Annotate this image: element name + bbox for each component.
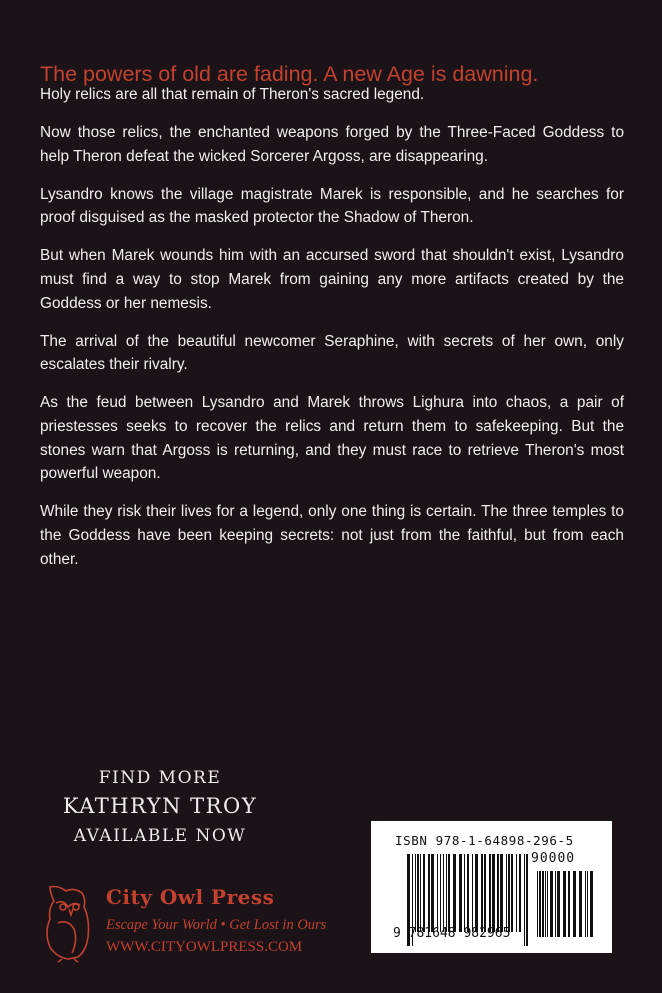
barcode-bar — [440, 854, 441, 932]
barcode-bar — [537, 871, 538, 937]
blurb-paragraph: The arrival of the beautiful newcomer Seraphine, with secrets of her own, only escalates their rivalry. — [40, 332, 624, 374]
barcode-bar — [492, 854, 495, 932]
barcode-bar — [448, 854, 450, 932]
barcode-bar — [545, 871, 546, 937]
barcode-bar — [417, 854, 419, 932]
barcode-bar — [446, 854, 447, 932]
barcode-bar — [464, 854, 465, 932]
barcode-bar — [547, 871, 548, 937]
barcode-bar — [585, 871, 586, 937]
publisher-slogan: Escape Your World • Get Lost in Ours — [106, 917, 327, 933]
promo-line-1: FIND MORE — [98, 768, 222, 788]
barcode-bar — [453, 854, 456, 932]
isbn-barcode — [371, 821, 612, 953]
publisher-name: City Owl Press — [106, 885, 275, 909]
barcode-bar — [516, 854, 517, 932]
barcode-bar — [587, 871, 588, 937]
ean-digits: 9 781648 982965 — [393, 926, 511, 941]
tagline: The powers of old are fading. A new Age is dawning. — [40, 62, 539, 86]
barcode-bar — [431, 854, 434, 932]
barcode-bar — [489, 854, 491, 932]
blurb-paragraph: While they risk their lives for a legend, only one thing is certain. The three temples to the Goddess have been keeping secrets: not just from the faithful, but from each other. — [40, 503, 624, 568]
owl-icon — [44, 883, 92, 963]
barcode-bar — [420, 854, 421, 932]
barcode-bar — [563, 871, 566, 937]
author-promo — [30, 765, 290, 850]
barcode-bar — [484, 854, 486, 932]
barcode-bar — [568, 871, 570, 937]
barcode-bar — [519, 854, 521, 932]
barcode-bar — [579, 871, 582, 937]
barcode-bar — [428, 854, 430, 932]
barcode-bar — [459, 854, 462, 932]
barcode-bar — [508, 854, 510, 932]
barcode-bar — [472, 854, 473, 932]
blurb-paragraph: Lysandro knows the village magistrate Marek is responsible, and he searches for proof disguised as the masked protector the Shadow of Theron. — [40, 185, 624, 227]
barcode-bar — [415, 854, 416, 932]
barcode-bar — [526, 854, 528, 946]
price-code: 90000 — [531, 851, 576, 866]
barcode-bar — [511, 854, 513, 932]
barcode-bar — [500, 854, 503, 932]
barcode-bar — [539, 871, 541, 937]
barcode-bar — [443, 854, 444, 932]
barcode-bar — [497, 854, 499, 932]
barcode-bar — [506, 854, 507, 932]
barcode-bar — [550, 871, 553, 937]
barcode-bars-addon — [537, 871, 593, 937]
barcode-bar — [524, 854, 525, 946]
barcode-bar — [423, 854, 425, 932]
blurb-paragraph: Holy relics are all that remain of Theron's sacred legend. — [40, 86, 425, 103]
barcode-bar — [481, 854, 483, 932]
barcode-bar — [573, 871, 576, 937]
promo-author: KATHRYN TROY — [62, 794, 258, 818]
barcode-bar — [467, 854, 469, 932]
blurb-paragraph: But when Marek wounds him with an accursed sword that shouldn't exist, Lysandro must find a way to stop Marek from gaining any more artifacts created by the Goddess or her nemesis. — [40, 247, 624, 312]
blurb — [40, 83, 624, 586]
barcode-bar — [542, 871, 544, 937]
blurb-paragraph: As the feud between Lysandro and Marek throws Lighura into chaos, a pair of priestesses seeks to recover the relics and return them to safekeeping. But the stones warn that Argoss is returning, and they must race to retrieve Theron's most powerful weapon. — [40, 394, 624, 483]
barcode-bar — [590, 871, 593, 937]
promo-line-3: AVAILABLE NOW — [73, 826, 247, 846]
barcode-bar — [437, 854, 438, 932]
barcode-bar — [557, 871, 560, 937]
publisher-logo — [44, 883, 354, 963]
publisher-url: WWW.CITYOWLPRESS.COM — [106, 939, 303, 955]
barcode-bar — [475, 854, 478, 932]
isbn-text: ISBN 978-1-64898-296-5 — [395, 833, 574, 848]
barcode-bar — [555, 871, 556, 937]
blurb-paragraph: Now those relics, the enchanted weapons forged by the Three-Faced Goddess to help Theron defeat the wicked Sorcerer Argoss, are disappearing. — [40, 124, 624, 165]
